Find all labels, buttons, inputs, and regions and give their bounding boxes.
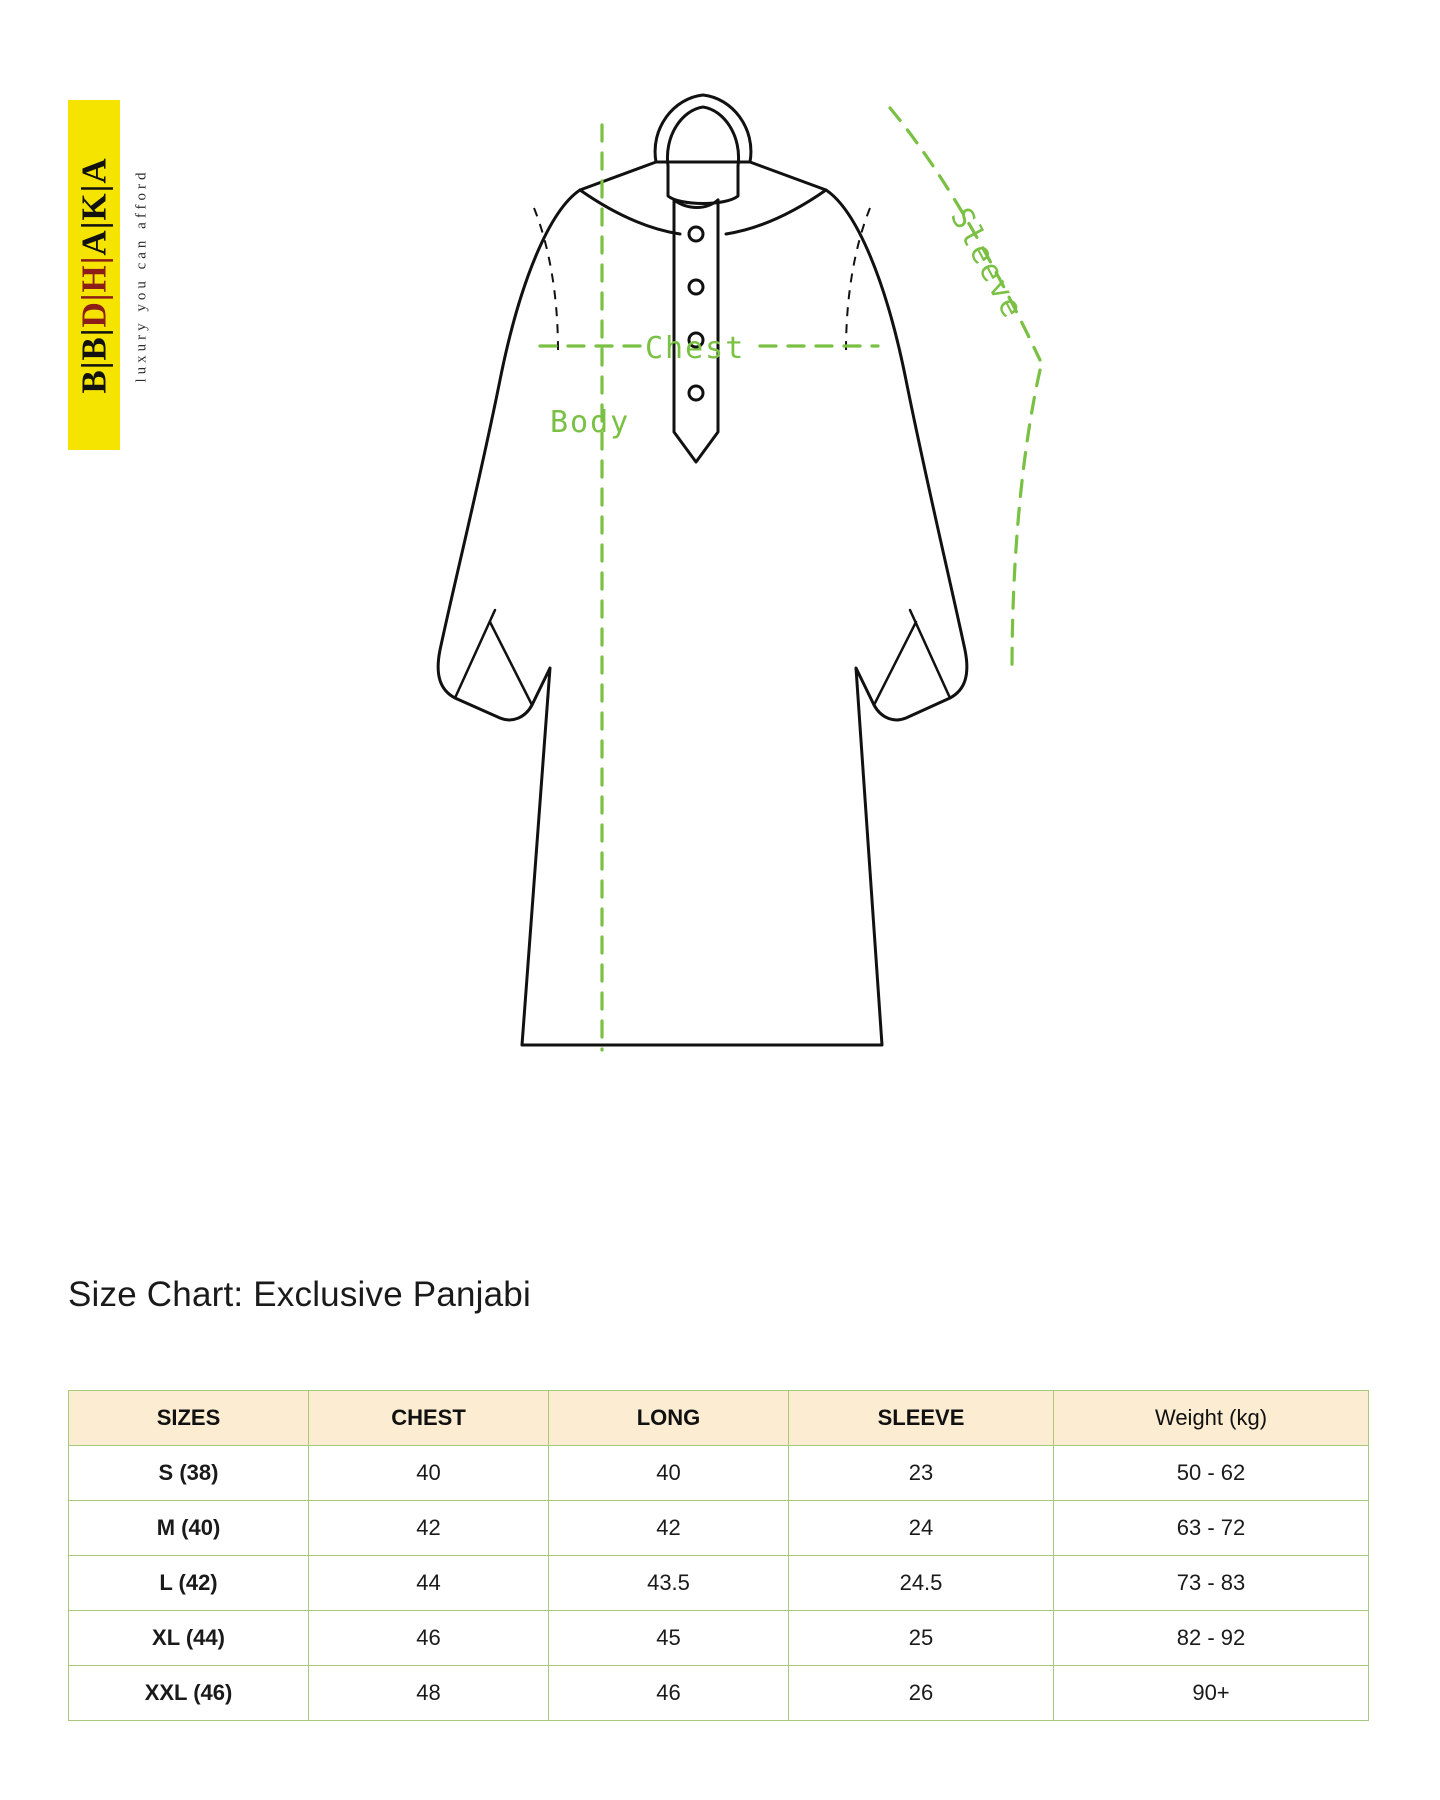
cell-chest: 48 — [309, 1666, 549, 1721]
table-row — [69, 1501, 1369, 1556]
panjabi-illustration — [250, 50, 1150, 1100]
cell-long: 43.5 — [549, 1556, 789, 1611]
table-row — [69, 1611, 1369, 1666]
cell-size: XL (44) — [69, 1611, 309, 1666]
table-row — [69, 1446, 1369, 1501]
cell-long: 42 — [549, 1501, 789, 1556]
column-header-sizes: SIZES — [69, 1391, 309, 1446]
cell-sleeve: 25 — [789, 1611, 1054, 1666]
logo-badge — [68, 100, 120, 450]
cell-chest: 46 — [309, 1611, 549, 1666]
cell-long: 40 — [549, 1446, 789, 1501]
sleeve-label: Sleeve — [942, 202, 1031, 326]
cell-chest: 40 — [309, 1446, 549, 1501]
cell-weight: 63 - 72 — [1054, 1501, 1369, 1556]
cell-sleeve: 26 — [789, 1666, 1054, 1721]
cell-chest: 42 — [309, 1501, 549, 1556]
table-header-row — [69, 1391, 1369, 1446]
logo-tagline-text: luxury you can afford — [133, 167, 150, 383]
column-header-weight: Weight (kg) — [1054, 1391, 1369, 1446]
logo-tagline — [120, 100, 164, 450]
table-row — [69, 1666, 1369, 1721]
cell-size: XXL (46) — [69, 1666, 309, 1721]
cell-chest: 44 — [309, 1556, 549, 1611]
cell-size: M (40) — [69, 1501, 309, 1556]
table-row — [69, 1556, 1369, 1611]
cell-weight: 73 - 83 — [1054, 1556, 1369, 1611]
cell-weight: 50 - 62 — [1054, 1446, 1369, 1501]
cell-sleeve: 24 — [789, 1501, 1054, 1556]
brand-logo — [68, 100, 178, 450]
cell-size: S (38) — [69, 1446, 309, 1501]
chest-label: Chest — [645, 331, 746, 366]
cell-weight: 82 - 92 — [1054, 1611, 1369, 1666]
column-header-chest: CHEST — [309, 1391, 549, 1446]
cell-weight: 90+ — [1054, 1666, 1369, 1721]
cell-long: 45 — [549, 1611, 789, 1666]
cell-size: L (42) — [69, 1556, 309, 1611]
page-title: Size Chart: Exclusive Panjabi — [68, 1275, 531, 1314]
column-header-sleeve: SLEEVE — [789, 1391, 1054, 1446]
cell-long: 46 — [549, 1666, 789, 1721]
logo-wordmark: B|B|D|H|A|K|A — [74, 156, 114, 394]
body-label: Body — [550, 405, 631, 440]
column-header-long: LONG — [549, 1391, 789, 1446]
size-chart-table — [68, 1390, 1368, 1721]
cell-sleeve: 23 — [789, 1446, 1054, 1501]
cell-sleeve: 24.5 — [789, 1556, 1054, 1611]
